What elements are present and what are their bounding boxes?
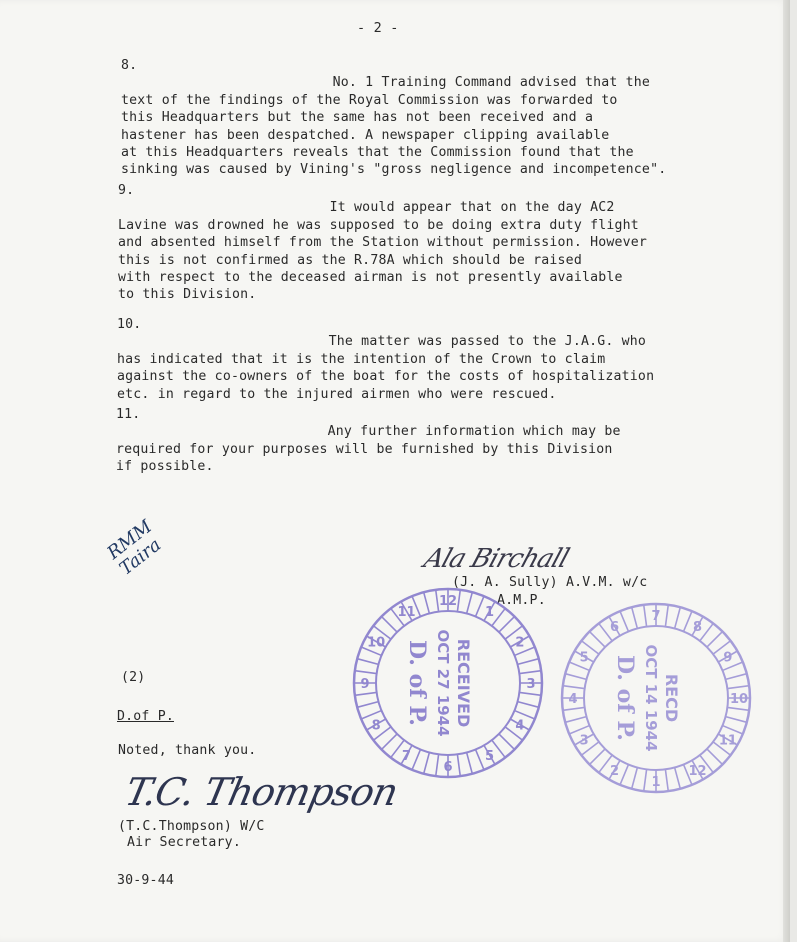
stamp2-line-office: D. of P. (612, 655, 638, 741)
stamp-dial-tick (707, 749, 723, 765)
paragraph-9: 9. It would appear that on the day AC2 Lavine was drowned he was supposed to be doing extra duty flight and absented himself from the Station without permission. However this is not confirmed as the R.78A which should be raised with respect to the deceased airman is not presently available to this Division. (118, 183, 648, 303)
stamp-dial-number: 7 (401, 748, 412, 764)
stamp-line-date: OCT 27 1944 (434, 629, 452, 737)
stamp-dial-tick (499, 734, 515, 750)
paragraph-11: 11. Any further information which may be required for your purposes will be furnished by this Division if possible. (116, 407, 621, 475)
stamp-dial-number: 9 (360, 677, 370, 692)
stamp-dial-tick (590, 749, 606, 765)
stamp-dial-tick (727, 686, 749, 689)
stamp-dial-tick (565, 674, 586, 680)
stamp-dial-tick (518, 659, 539, 665)
signatory-name: (J. A. Sully) A.V.M. w/c (452, 575, 648, 590)
stamp-dial-tick (644, 605, 647, 627)
stamp-dial-tick (519, 692, 541, 695)
stamp-dial-tick (476, 596, 484, 616)
memo-signer: (T.C.Thompson) W/C (118, 819, 265, 834)
page-number: - 2 - (357, 20, 399, 36)
stamp-dial-tick (382, 617, 398, 633)
page-edge (783, 0, 790, 942)
stamp-dial-number: 5 (484, 748, 495, 764)
memo-signer-title: Air Secretary. (127, 835, 241, 850)
stamp-dial-number: 6 (443, 760, 453, 775)
stamp-dial-tick (632, 768, 638, 789)
stamp-line-office: D. of P. (404, 640, 430, 726)
stamp-dial-tick (357, 702, 378, 708)
stamp-dial-tick (665, 605, 668, 627)
stamp-dial-tick (476, 750, 484, 770)
stamp-dial-tick (424, 753, 430, 774)
stamp2-line-date: OCT 14 1944 (642, 644, 660, 752)
paragraph-8: 8. No. 1 Training Command advised that the text of the findings of the Royal Commission was forwarded to this Headquarters but the same has not been received and a hastener has been despatched. A newspaper clipping available at this Headquarters reveals that the Commission found that the sinking was caused by Vining's "gross negligence and incompetence". (121, 58, 667, 178)
second-date-stamp (558, 600, 754, 796)
thompson-signature: T.C. Thompson (121, 770, 402, 814)
stamp-dial-number: 9 (723, 650, 733, 666)
stamp-dial-tick (632, 607, 638, 628)
stamp-dial-number: 5 (579, 650, 589, 666)
stamp-dial-tick (355, 692, 377, 695)
stamp-dial-number: 10 (729, 692, 749, 707)
stamp-dial-number: 2 (609, 763, 620, 779)
memo-addressee: D.of P. (117, 709, 174, 724)
stamp-dial-tick (726, 674, 747, 680)
stamp-dial-number: 10 (367, 635, 386, 651)
stamp-dial-tick (467, 753, 473, 774)
paragraph-10: 10. The matter was passed to the J.A.G. who has indicated that it is the intention of the Crown to claim against the co-owners of the boat for the costs of hospitalization etc. in regard to the injured airmen who were rescued. (117, 317, 655, 402)
stamp-dial-tick (563, 707, 585, 710)
stamp-dial-tick (467, 592, 473, 613)
stamp-dial-number: 2 (515, 635, 525, 651)
stamp-dial-tick (620, 611, 628, 631)
stamp-dial-number: 8 (371, 718, 381, 734)
memo-date: 30-9-44 (117, 873, 174, 888)
stamp-dial-tick (726, 717, 747, 723)
stamp-dial-number: 1 (651, 775, 661, 790)
stamp-dial-tick (436, 754, 439, 776)
stamp-dial-number: 12 (438, 594, 458, 609)
stamp-dial-tick (457, 754, 460, 776)
stamp-dial-number: 4 (568, 692, 578, 707)
stamp-dial-tick (665, 769, 668, 791)
stamp-dial-number: 11 (397, 605, 416, 621)
stamp-dial-number: 3 (579, 733, 589, 749)
stamp-dial-tick (457, 590, 460, 612)
stamp-dial-tick (424, 592, 430, 613)
stamp-dial-number: 4 (515, 718, 525, 734)
avm-signature: Ala Birchall (420, 544, 573, 574)
stamp-dial-tick (519, 671, 541, 674)
stamp-dial-tick (565, 717, 586, 723)
stamp-dial-number: 12 (688, 763, 707, 779)
stamp-dial-tick (707, 632, 723, 648)
stamp-line-received: RECEIVED (454, 638, 473, 728)
memo-note: Noted, thank you. (118, 743, 257, 758)
stamp-dial-tick (563, 686, 585, 689)
received-date-stamp (350, 585, 546, 781)
stamp-dial-number: 8 (692, 620, 703, 636)
stamp-dial-tick (412, 750, 420, 770)
stamp-dial-tick (727, 707, 749, 710)
stamp-dial-tick (644, 769, 647, 791)
stamp-dial-number: 11 (718, 733, 737, 749)
stamp-dial-number: 3 (526, 677, 536, 692)
stamp-dial-number: 7 (651, 609, 661, 624)
stamp-dial-tick (355, 671, 377, 674)
stamp-dial-tick (518, 702, 539, 708)
stamp-dial-tick (675, 607, 681, 628)
stamp2-line-received: RECD (662, 673, 681, 723)
stamp-dial-number: 6 (609, 620, 620, 636)
stamp-dial-tick (590, 632, 606, 648)
stamp-dial-tick (620, 765, 628, 785)
stamp-dial-tick (357, 659, 378, 665)
stamp-dial-tick (382, 734, 398, 750)
signatory-title: A.M.P. (497, 593, 546, 608)
handwritten-margin-note: RMM Taira (103, 516, 166, 580)
stamp-dial-tick (675, 768, 681, 789)
stamp-dial-number: 1 (484, 605, 495, 621)
memo-number: (2) (121, 670, 146, 685)
stamp-dial-tick (684, 611, 692, 631)
stamp-dial-tick (499, 617, 515, 633)
